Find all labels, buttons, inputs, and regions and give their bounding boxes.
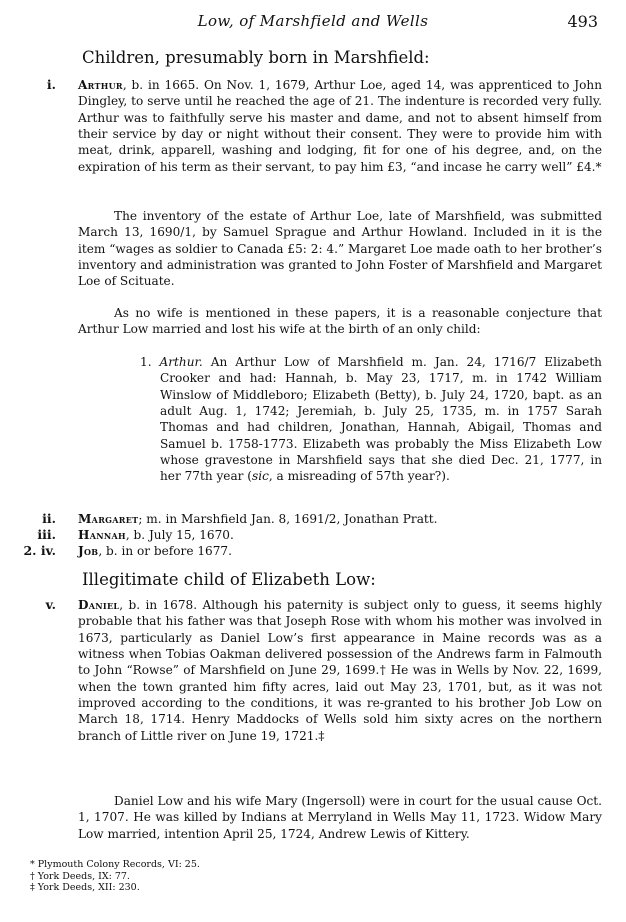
footnote: * Plymouth Colony Records, VI: 25. (30, 859, 200, 870)
footnote: † York Deeds, IX: 77. (30, 870, 130, 882)
child-name: Daniel (78, 598, 120, 612)
court-paragraph: Daniel Low and his wife Mary (Ingersoll) were in court for the usual cause Oct. 1, 1707. He was killed by Indians at Merryland in Wells May 11, 1723. Widow Mary Low married, intention April 25, 1724, Andrew Lewis of Kittery. (78, 794, 602, 841)
section-heading-illegitimate: Illegitimate child of Elizabeth Low: (82, 570, 376, 589)
sub-entry-tail: , a misreading of 57th year?). (268, 469, 450, 484)
entry-label: v. (45, 597, 56, 612)
child-name: Margaret (78, 512, 139, 526)
entry-paragraph (78, 597, 602, 744)
child-name: Job (78, 544, 99, 558)
page-header (0, 12, 626, 36)
page-number: 493 (567, 12, 598, 31)
entry-paragraph (78, 527, 602, 543)
entry-label: i. (46, 77, 56, 92)
sub-entry-text: An Arthur Low of Marshfield m. Jan. 24, 1716/7 Elizabeth Crooker and had: Hannah, b. May 23, 1717, m. in 1742 William Winslow of Middleboro; Elizabeth (Betty), b. July 24, 1720, bapt. as an adult Aug. 1, 1742; Jeremiah, b. July 25, 1735, m. in 1757 Sarah Thomas and had children, Jonathan, Hannah, Abigail, Thomas and Samuel b. 1758-1773. Elizabeth was probably the Miss Elizabeth Low whose gravestone in Marshfield says that she died Dec. 21, 1777, in her 77th year ( (160, 355, 602, 484)
sub-entry-arthur (140, 354, 602, 485)
entry-text: ; m. in Marshfield Jan. 8, 1691/2, Jonathan Pratt. (138, 512, 438, 526)
entry-label: iii. (37, 527, 56, 542)
footnotes (30, 859, 200, 894)
running-title: Low, of Marshfield and Wells (197, 12, 429, 30)
entry-paragraph (78, 77, 602, 175)
section-heading-children: Children, presumably born in Marshfield: (82, 48, 430, 67)
conjecture-paragraph: As no wife is mentioned in these papers, it is a reasonable conjecture that Arthur Low married and lost his wife at the birth of an only child: (78, 306, 602, 337)
sic-note: sic (252, 469, 269, 484)
entry-text: , b. in 1678. Although his paternity is subject only to guess, it seems highly probable that his father was that Joseph Rose with whom his mother was involved in 1673, particularly as Daniel Low’s first appearance in Maine records was as a witness when Tobias Oakman delivered possession of the Andrews farm in Falmouth to John “Rowse” of Marshfield on June 29, 1699.† He was in Wells by Nov. 22, 1699, when the town granted him fifty acres, laid out May 23, 1701, but, as it was not improved according to the conditions, it was re-granted to his brother Job Low on March 18, 1714. Henry Maddocks of Wells sold him sixty acres on the northern branch of Little river on June 19, 1721.‡ (78, 598, 602, 743)
entry-paragraph (78, 543, 602, 559)
entry-text: , b. July 15, 1670. (125, 528, 234, 542)
sub-entry-number: 1. (140, 355, 152, 369)
sub-entry-name: Arthur. (159, 355, 203, 369)
child-name: Hannah (78, 528, 126, 542)
child-name: Arthur (78, 78, 123, 92)
entry-label: 2. iv. (23, 543, 56, 558)
inventory-paragraph: The inventory of the estate of Arthur Loe, late of Marshfield, was submitted March 13, 1690/1, by Samuel Sprague and Arthur Howland. Included in it is the item “wages as soldier to Canada £5: 2: 4.” Margaret Loe made oath to her brother’s inventory and administration was granted to John Foster of Marshfield and Margaret Loe of Scituate. (78, 209, 602, 289)
footnote: ‡ York Deeds, XII: 230. (30, 882, 140, 893)
entry-text: , b. in 1665. On Nov. 1, 1679, Arthur Loe, aged 14, was apprenticed to John Dingley, to serve until he reached the age of 21. The indenture is recorded very fully. Arthur was to faithfully serve his master and dame, and not to absent himself from their service by day or night without their consent. They were to provide him with meat, drink, apparell, washing and lodging, fit for one of his degree, and, on the expiration of his term as their servant, to pay him £3, “and incase he carry well” £4.* (78, 78, 602, 174)
entry-paragraph (78, 511, 602, 527)
entry-text: , b. in or before 1677. (98, 544, 232, 558)
entry-label: ii. (42, 511, 56, 526)
